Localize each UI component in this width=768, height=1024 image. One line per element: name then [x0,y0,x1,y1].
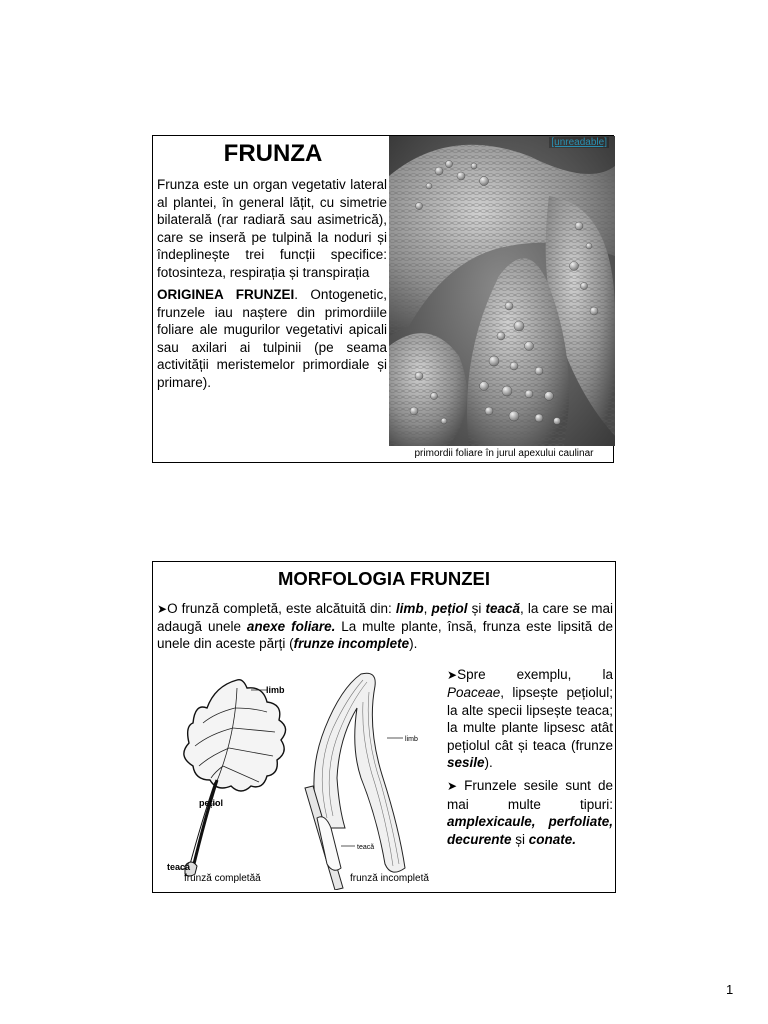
intro-text: O frunză completă, este alcătuită din: [167,601,396,616]
arrow-bullet-icon: ➤ [447,668,458,682]
sessile-types-paragraph [447,777,613,848]
intro-sep: și [467,601,486,616]
sem-micrograph-drawing [389,136,615,446]
term-conate: conate. [528,831,577,847]
para-text: și [511,831,529,847]
slide-morfologia [152,561,616,893]
sem-micrograph-image [389,136,615,446]
caption-incomplete-leaf: frunză incompletă [350,873,429,884]
term-poaceae: Poaceae [447,685,501,701]
intro-text: , la care se mai adaugă unele [157,601,613,634]
origin-heading: ORIGINEA FRUNZEI [157,287,295,302]
arrow-bullet-icon: ➤ [447,779,458,794]
slide-title: FRUNZA [223,140,323,167]
arrow-bullet-icon: ➤ [157,602,168,616]
term-frunze-incomplete: frunze incomplete [293,636,410,651]
term-sesile: sesile [447,755,485,771]
leaf-illustration [155,668,445,890]
label-teaca-incomplete: teacă [357,844,375,851]
term-anexe-foliare: anexe foliare. [246,619,336,634]
para-text: ). [484,755,493,771]
leaf-drawing [155,668,445,890]
origin-text: . Ontogenetic, frunzele iau naștere din primordiile foliare ale mugurilor vegetativi apicali sau axilari ai tulpinii (pe seama activității meristemelor primordiale și primare). [157,287,387,390]
term-sessile-types: amplexicaule, perfoliate, decurente [447,814,613,847]
image-source-link[interactable]: [unreadable] [551,137,607,148]
slide-title: MORFOLOGIA FRUNZEI [277,568,491,589]
term-petiol: pețiol [431,601,468,616]
image-caption: primordii foliare în jurul apexului caulinar [414,448,594,459]
label-teaca-complete: teacă [167,862,191,872]
label-petiol: pețiol [199,798,223,808]
intro-text: La multe plante, însă, frunza este lipsită de unele din aceste părți ( [157,619,614,651]
caption-complete-leaf: frunză completăă [184,873,261,884]
label-limb-complete: limb [266,685,285,695]
para-text: Frunzele sesile sunt de mai multe tipuri: [447,778,613,812]
intro-paragraph: Frunza este un organ vegetativ lateral al plantei, în general lățit, cu simetrie bilaterală (rar radiară sau asimetrică), care se inseră pe tulpină la noduri și îndeplinește trei funcții specifice: fotosinteza, respirația și transpirația [157,177,387,280]
examples-paragraph [447,666,613,771]
term-limb: limb [395,601,424,616]
page-number: 1 [726,982,734,997]
label-limb-incomplete: limb [405,736,418,743]
origin-paragraph [157,286,387,391]
term-teaca: teacă [485,601,521,616]
para-text: , lipsește pețiolul; la alte specii lipsește teaca; la multe plante lipsesc atât pețiolul cât și teaca (frunze [447,685,613,753]
slide-frunza [152,135,614,463]
intro-paragraph [157,600,613,652]
para-text: Spre exemplu, la [457,667,613,682]
intro-text: ). [409,636,418,651]
slide-body [157,176,387,396]
intro-sep: , [423,601,432,616]
examples-column [447,666,613,854]
